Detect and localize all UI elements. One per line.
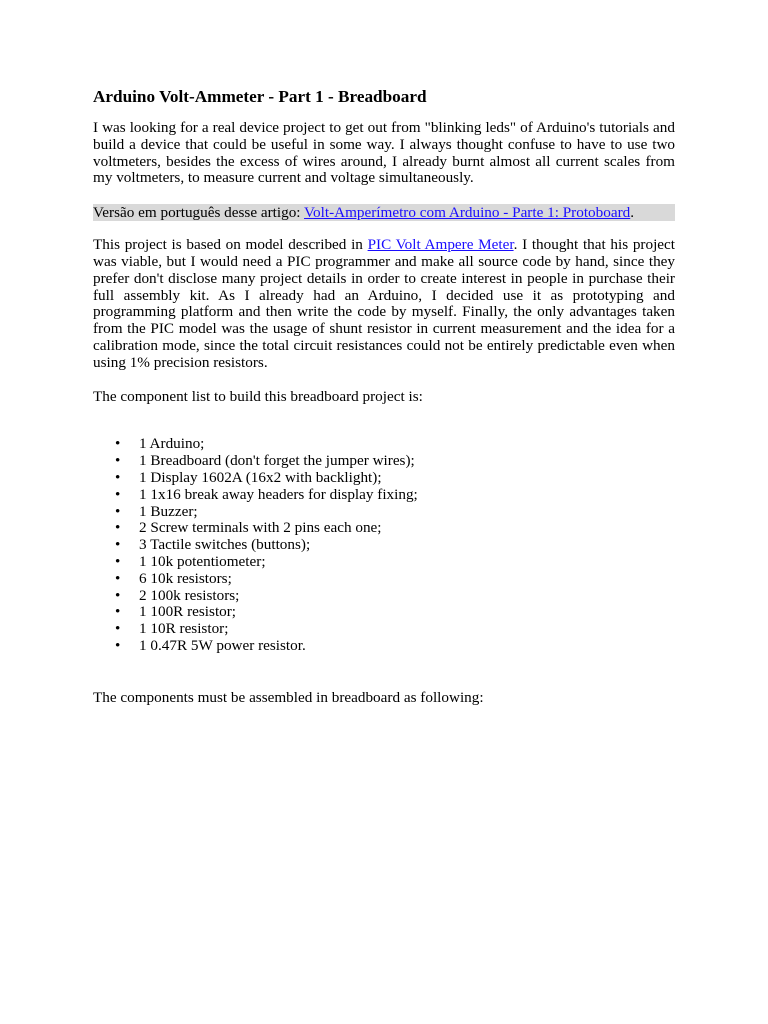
bullet-icon: • xyxy=(115,502,121,520)
bullet-icon: • xyxy=(115,452,121,470)
list-item-text: 1 0.47R 5W power resistor. xyxy=(139,636,306,654)
list-item-text: 1 100R resistor; xyxy=(139,603,237,621)
bullet-icon: • xyxy=(115,603,121,621)
list-item xyxy=(115,588,675,605)
list-item-text: 2 Screw terminals with 2 pins each one; xyxy=(139,519,382,537)
list-item-text: 2 100k resistors; xyxy=(139,586,240,604)
list-item-text: 3 Tactile switches (buttons); xyxy=(139,536,311,554)
list-item-text: 1 10k potentiometer; xyxy=(139,552,266,570)
bullet-icon: • xyxy=(115,468,121,486)
bullet-icon: • xyxy=(115,485,121,503)
list-item xyxy=(115,520,675,537)
component-list xyxy=(115,436,675,654)
list-item xyxy=(115,554,675,571)
page-title: Arduino Volt-Ammeter - Part 1 - Breadboard xyxy=(93,87,427,106)
project-text-rest: . I thought that his project was viable, but I would need a PIC programmer and make all source code by hand, since they prefer don't disclose many project details in order to create interest in people in purchase their full assembly kit. As I already had an Arduino, I decided use it as prototyping and programming platform and then write the code by myself. Finally, the only advantages taken from the PIC model was the usage of shunt resistor in current measurement and the idea for a calibration mode, since the total circuit resistances could not be entirely predictable even when using 1% precision resistors. xyxy=(93,236,675,371)
list-item-text: 1 Breadboard (don't forget the jumper wires); xyxy=(139,452,415,470)
bullet-icon: • xyxy=(115,636,121,654)
list-item xyxy=(115,604,675,621)
assembly-paragraph: The components must be assembled in breadboard as following: xyxy=(93,688,484,706)
bullet-icon: • xyxy=(115,536,121,554)
list-item xyxy=(115,621,675,638)
list-item-text: 1 Display 1602A (16x2 with backlight); xyxy=(139,468,382,486)
list-item xyxy=(115,470,675,487)
bullet-icon: • xyxy=(115,569,121,587)
bullet-icon: • xyxy=(115,620,121,638)
project-text-prefix: This project is based on model described in xyxy=(93,236,368,254)
list-item xyxy=(115,487,675,504)
bullet-icon: • xyxy=(115,519,121,537)
component-list-intro: The component list to build this breadboard project is: xyxy=(93,387,423,405)
pic-volt-ampere-meter-link[interactable]: PIC Volt Ampere Meter xyxy=(367,236,514,254)
bullet-icon: • xyxy=(115,552,121,570)
list-item-text: 1 10R resistor; xyxy=(139,620,229,638)
bullet-icon: • xyxy=(115,435,121,453)
list-item-text: 1 Buzzer; xyxy=(139,502,198,520)
list-item xyxy=(115,638,675,655)
portuguese-version-banner xyxy=(93,204,675,221)
list-item xyxy=(115,504,675,521)
list-item xyxy=(115,453,675,470)
project-paragraph xyxy=(93,237,675,371)
list-item-text: 1 Arduino; xyxy=(139,435,205,453)
list-item-text: 1 1x16 break away headers for display fixing; xyxy=(139,485,418,503)
list-item-text: 6 10k resistors; xyxy=(139,569,232,587)
portuguese-version-label: Versão em português desse artigo: xyxy=(93,204,305,222)
portuguese-version-link[interactable]: Volt-Amperímetro com Arduino - Parte 1: Protoboard xyxy=(304,204,631,222)
intro-paragraph: I was looking for a real device project to get out from "blinking leds" of Arduino's tutorials and build a device that could be useful in some way. I always thought confuse to have to use two voltmeters, besides the excess of wires around, I already burnt almost all current scales from my voltmeters, to measure current and voltage simultaneously. xyxy=(93,119,675,187)
list-item xyxy=(115,537,675,554)
document-page xyxy=(93,86,675,707)
portuguese-version-suffix: . xyxy=(630,204,635,222)
list-item xyxy=(115,571,675,588)
list-item xyxy=(115,436,675,453)
bullet-icon: • xyxy=(115,586,121,604)
